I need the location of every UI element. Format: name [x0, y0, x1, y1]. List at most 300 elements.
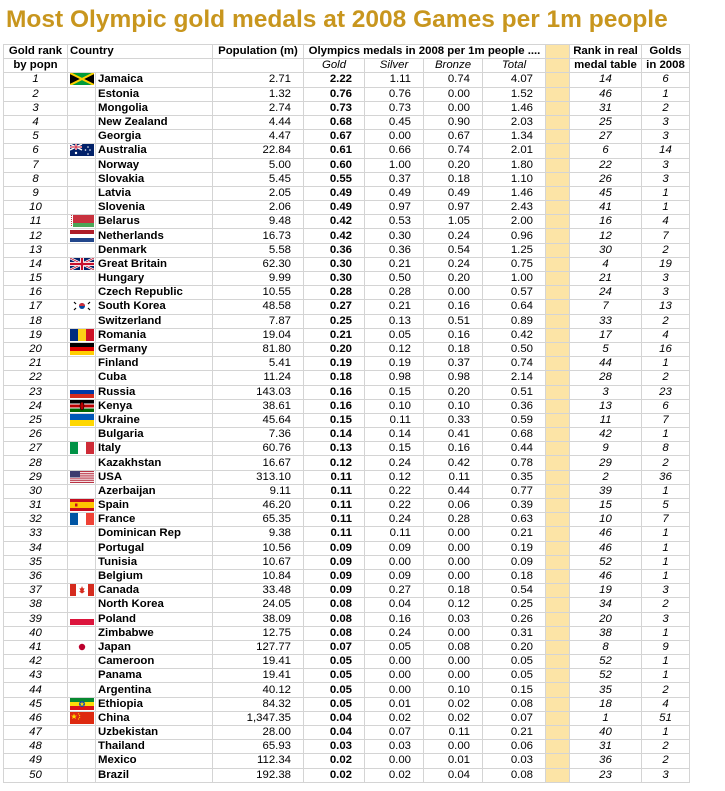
flag-cell — [68, 541, 96, 555]
spacer-cell — [546, 569, 570, 583]
total-per-million-cell: 0.68 — [483, 428, 546, 442]
golds-cell: 5 — [642, 499, 690, 513]
rank-cell: 7 — [4, 158, 68, 172]
golds-cell: 14 — [642, 144, 690, 158]
bronze-per-million-cell: 0.02 — [424, 697, 483, 711]
real-rank-cell: 12 — [570, 229, 642, 243]
table-row — [4, 243, 690, 257]
population-cell: 24.05 — [213, 598, 304, 612]
golds-cell: 23 — [642, 385, 690, 399]
real-rank-cell: 34 — [570, 598, 642, 612]
silver-per-million-cell: 0.37 — [365, 172, 424, 186]
real-rank-cell: 16 — [570, 215, 642, 229]
golds-cell: 36 — [642, 470, 690, 484]
gold-per-million-cell: 0.12 — [304, 456, 365, 470]
population-cell: 2.71 — [213, 73, 304, 87]
golds-cell: 2 — [642, 371, 690, 385]
bronze-per-million-cell: 0.20 — [424, 158, 483, 172]
real-rank-cell: 19 — [570, 584, 642, 598]
real-rank-cell: 22 — [570, 158, 642, 172]
real-rank-cell: 6 — [570, 144, 642, 158]
country-cell: Czech Republic — [96, 286, 213, 300]
bronze-per-million-cell: 0.51 — [424, 314, 483, 328]
rank-cell: 40 — [4, 626, 68, 640]
population-cell: 65.93 — [213, 740, 304, 754]
golds-cell: 1 — [642, 186, 690, 200]
gold-per-million-cell: 0.30 — [304, 257, 365, 271]
total-per-million-cell: 0.20 — [483, 640, 546, 654]
table-row — [4, 470, 690, 484]
rank-cell: 24 — [4, 399, 68, 413]
bronze-per-million-cell: 0.00 — [424, 669, 483, 683]
golds-cell: 3 — [642, 768, 690, 782]
belarus-flag-icon — [70, 215, 94, 227]
flag-cell — [68, 385, 96, 399]
spacer-cell — [546, 598, 570, 612]
silver-per-million-cell: 0.02 — [365, 711, 424, 725]
golds-cell: 1 — [642, 484, 690, 498]
country-cell: Jamaica — [96, 73, 213, 87]
spacer-cell — [546, 144, 570, 158]
flag-cell — [68, 754, 96, 768]
silver-per-million-cell: 0.66 — [365, 144, 424, 158]
rank-cell: 44 — [4, 683, 68, 697]
table-row — [4, 385, 690, 399]
gold-per-million-cell: 0.07 — [304, 640, 365, 654]
silver-per-million-cell: 0.15 — [365, 442, 424, 456]
population-cell: 65.35 — [213, 513, 304, 527]
golds-cell: 3 — [642, 115, 690, 129]
bronze-per-million-cell: 0.24 — [424, 257, 483, 271]
golds-cell: 3 — [642, 130, 690, 144]
spacer-cell — [546, 697, 570, 711]
header-row-1 — [4, 45, 690, 59]
table-row — [4, 215, 690, 229]
real-rank-cell: 9 — [570, 442, 642, 456]
flag-cell — [68, 172, 96, 186]
golds-cell: 51 — [642, 711, 690, 725]
bronze-per-million-cell: 0.12 — [424, 598, 483, 612]
header-golds: Golds — [642, 45, 690, 59]
country-cell: Cuba — [96, 371, 213, 385]
flag-cell — [68, 598, 96, 612]
flag-cell — [68, 314, 96, 328]
rank-cell: 3 — [4, 101, 68, 115]
total-per-million-cell: 0.39 — [483, 499, 546, 513]
country-cell: Japan — [96, 640, 213, 654]
total-per-million-cell: 1.10 — [483, 172, 546, 186]
golds-cell: 2 — [642, 740, 690, 754]
country-cell: Zimbabwe — [96, 626, 213, 640]
bronze-per-million-cell: 0.00 — [424, 555, 483, 569]
rank-cell: 19 — [4, 328, 68, 342]
flag-cell — [68, 201, 96, 215]
golds-cell: 1 — [642, 357, 690, 371]
bronze-per-million-cell: 0.03 — [424, 612, 483, 626]
total-per-million-cell: 1.52 — [483, 87, 546, 101]
country-cell: Romania — [96, 328, 213, 342]
gold-per-million-cell: 0.42 — [304, 229, 365, 243]
population-cell: 60.76 — [213, 442, 304, 456]
rank-cell: 41 — [4, 640, 68, 654]
table-row — [4, 172, 690, 186]
japan-flag-icon — [70, 641, 94, 653]
silver-per-million-cell: 0.24 — [365, 626, 424, 640]
country-cell: North Korea — [96, 598, 213, 612]
silver-per-million-cell: 0.53 — [365, 215, 424, 229]
spacer-cell — [546, 541, 570, 555]
silver-per-million-cell: 0.21 — [365, 257, 424, 271]
flag-cell — [68, 399, 96, 413]
golds-cell: 3 — [642, 286, 690, 300]
total-per-million-cell: 2.14 — [483, 371, 546, 385]
table-row — [4, 413, 690, 427]
golds-cell: 1 — [642, 555, 690, 569]
gold-per-million-cell: 0.02 — [304, 754, 365, 768]
silver-per-million-cell: 0.45 — [365, 115, 424, 129]
real-rank-cell: 33 — [570, 314, 642, 328]
rank-cell: 11 — [4, 215, 68, 229]
population-cell: 7.36 — [213, 428, 304, 442]
country-cell: Netherlands — [96, 229, 213, 243]
gold-per-million-cell: 0.11 — [304, 484, 365, 498]
golds-cell: 3 — [642, 612, 690, 626]
header-real-rank: Rank in real — [570, 45, 642, 59]
korea-flag-icon — [70, 300, 94, 312]
rank-cell: 33 — [4, 527, 68, 541]
golds-cell: 13 — [642, 300, 690, 314]
spacer-cell — [546, 215, 570, 229]
spacer-cell — [546, 158, 570, 172]
population-cell: 4.47 — [213, 130, 304, 144]
gold-per-million-cell: 0.08 — [304, 612, 365, 626]
uk-flag-icon — [70, 258, 94, 270]
bronze-per-million-cell: 0.20 — [424, 385, 483, 399]
header-golds-sub: in 2008 — [642, 59, 690, 73]
bronze-per-million-cell: 0.24 — [424, 229, 483, 243]
spacer-cell — [546, 229, 570, 243]
population-cell: 19.41 — [213, 655, 304, 669]
bronze-per-million-cell: 0.28 — [424, 513, 483, 527]
country-cell: Slovenia — [96, 201, 213, 215]
spacer-cell — [546, 314, 570, 328]
silver-per-million-cell: 0.03 — [365, 740, 424, 754]
silver-per-million-cell: 0.28 — [365, 286, 424, 300]
rank-cell: 4 — [4, 115, 68, 129]
header-silver: Silver — [365, 59, 424, 73]
real-rank-cell: 36 — [570, 754, 642, 768]
country-cell: Mexico — [96, 754, 213, 768]
rank-cell: 13 — [4, 243, 68, 257]
silver-per-million-cell: 0.24 — [365, 456, 424, 470]
spacer-cell — [546, 527, 570, 541]
real-rank-cell: 31 — [570, 101, 642, 115]
gold-per-million-cell: 0.49 — [304, 186, 365, 200]
total-per-million-cell: 0.21 — [483, 527, 546, 541]
gold-per-million-cell: 0.61 — [304, 144, 365, 158]
germany-flag-icon — [70, 343, 94, 355]
silver-per-million-cell: 0.50 — [365, 272, 424, 286]
silver-per-million-cell: 0.22 — [365, 499, 424, 513]
flag-cell — [68, 513, 96, 527]
country-cell: Russia — [96, 385, 213, 399]
real-rank-cell: 41 — [570, 201, 642, 215]
real-rank-cell: 39 — [570, 484, 642, 498]
gold-per-million-cell: 0.03 — [304, 740, 365, 754]
real-rank-cell: 44 — [570, 357, 642, 371]
bronze-per-million-cell: 0.00 — [424, 569, 483, 583]
spacer-cell — [546, 272, 570, 286]
silver-per-million-cell: 0.73 — [365, 101, 424, 115]
country-cell: Thailand — [96, 740, 213, 754]
total-per-million-cell: 1.46 — [483, 101, 546, 115]
population-cell: 9.38 — [213, 527, 304, 541]
real-rank-cell: 18 — [570, 697, 642, 711]
real-rank-cell: 17 — [570, 328, 642, 342]
table-row — [4, 683, 690, 697]
silver-per-million-cell: 0.09 — [365, 541, 424, 555]
rank-cell: 26 — [4, 428, 68, 442]
rank-cell: 22 — [4, 371, 68, 385]
flag-cell — [68, 243, 96, 257]
total-per-million-cell: 2.03 — [483, 115, 546, 129]
rank-cell: 27 — [4, 442, 68, 456]
golds-cell: 1 — [642, 527, 690, 541]
spacer-cell — [546, 740, 570, 754]
total-per-million-cell: 2.01 — [483, 144, 546, 158]
spacer-cell — [546, 87, 570, 101]
population-cell: 19.04 — [213, 328, 304, 342]
total-per-million-cell: 0.89 — [483, 314, 546, 328]
golds-cell: 2 — [642, 314, 690, 328]
population-cell: 10.67 — [213, 555, 304, 569]
spacer-cell — [546, 754, 570, 768]
country-cell: Latvia — [96, 186, 213, 200]
table-row — [4, 669, 690, 683]
total-per-million-cell: 1.80 — [483, 158, 546, 172]
silver-per-million-cell: 0.05 — [365, 328, 424, 342]
flag-cell — [68, 569, 96, 583]
header-rank-sub: by popn — [4, 59, 68, 73]
rank-cell: 10 — [4, 201, 68, 215]
bronze-per-million-cell: 0.00 — [424, 541, 483, 555]
medals-table — [3, 44, 690, 783]
bronze-per-million-cell: 0.97 — [424, 201, 483, 215]
country-cell: Canada — [96, 584, 213, 598]
flag-cell — [68, 768, 96, 782]
rank-cell: 47 — [4, 726, 68, 740]
silver-per-million-cell: 1.00 — [365, 158, 424, 172]
silver-per-million-cell: 0.09 — [365, 569, 424, 583]
population-cell: 2.74 — [213, 101, 304, 115]
real-rank-cell: 23 — [570, 768, 642, 782]
real-rank-cell: 35 — [570, 683, 642, 697]
country-cell: Tunisia — [96, 555, 213, 569]
country-cell: Spain — [96, 499, 213, 513]
bronze-per-million-cell: 0.11 — [424, 726, 483, 740]
golds-cell: 2 — [642, 243, 690, 257]
real-rank-cell: 8 — [570, 640, 642, 654]
spacer-cell — [546, 371, 570, 385]
bronze-per-million-cell: 0.08 — [424, 640, 483, 654]
flag-cell — [68, 726, 96, 740]
real-rank-cell: 28 — [570, 371, 642, 385]
country-cell: Kazakhstan — [96, 456, 213, 470]
total-per-million-cell: 2.00 — [483, 215, 546, 229]
country-cell: Poland — [96, 612, 213, 626]
total-per-million-cell: 0.64 — [483, 300, 546, 314]
bronze-per-million-cell: 0.74 — [424, 144, 483, 158]
population-cell: 10.56 — [213, 541, 304, 555]
total-per-million-cell: 0.57 — [483, 286, 546, 300]
bronze-per-million-cell: 0.18 — [424, 584, 483, 598]
real-rank-cell: 46 — [570, 569, 642, 583]
flag-cell — [68, 300, 96, 314]
bronze-per-million-cell: 0.00 — [424, 740, 483, 754]
bronze-per-million-cell: 0.00 — [424, 527, 483, 541]
gold-per-million-cell: 0.36 — [304, 243, 365, 257]
real-rank-cell: 10 — [570, 513, 642, 527]
total-per-million-cell: 1.25 — [483, 243, 546, 257]
flag-cell — [68, 73, 96, 87]
silver-per-million-cell: 0.00 — [365, 669, 424, 683]
flag-cell — [68, 144, 96, 158]
flag-cell — [68, 229, 96, 243]
country-cell: Germany — [96, 342, 213, 356]
table-row — [4, 640, 690, 654]
rank-cell: 23 — [4, 385, 68, 399]
gold-per-million-cell: 0.09 — [304, 584, 365, 598]
country-cell: Dominican Rep — [96, 527, 213, 541]
silver-per-million-cell: 0.00 — [365, 655, 424, 669]
real-rank-cell: 1 — [570, 711, 642, 725]
table-row — [4, 73, 690, 87]
rank-cell: 25 — [4, 413, 68, 427]
table-row — [4, 328, 690, 342]
country-cell: Australia — [96, 144, 213, 158]
flag-cell — [68, 499, 96, 513]
spacer-cell — [546, 513, 570, 527]
real-rank-cell: 20 — [570, 612, 642, 626]
rank-cell: 17 — [4, 300, 68, 314]
gold-per-million-cell: 0.04 — [304, 711, 365, 725]
flag-cell — [68, 371, 96, 385]
golds-cell: 4 — [642, 697, 690, 711]
gold-per-million-cell: 0.28 — [304, 286, 365, 300]
bronze-per-million-cell: 0.16 — [424, 328, 483, 342]
rank-cell: 8 — [4, 172, 68, 186]
country-cell: Panama — [96, 669, 213, 683]
bronze-per-million-cell: 0.10 — [424, 399, 483, 413]
header-row-2 — [4, 59, 690, 73]
header-real-rank-sub: medal table — [570, 59, 642, 73]
population-cell: 19.41 — [213, 669, 304, 683]
total-per-million-cell: 0.15 — [483, 683, 546, 697]
golds-cell: 1 — [642, 669, 690, 683]
population-cell: 11.24 — [213, 371, 304, 385]
spacer-cell — [546, 357, 570, 371]
total-per-million-cell: 0.08 — [483, 768, 546, 782]
country-cell: Estonia — [96, 87, 213, 101]
silver-per-million-cell: 0.00 — [365, 555, 424, 569]
bronze-per-million-cell: 0.16 — [424, 300, 483, 314]
silver-per-million-cell: 0.00 — [365, 130, 424, 144]
population-cell: 5.58 — [213, 243, 304, 257]
table-row — [4, 144, 690, 158]
population-cell: 1,347.35 — [213, 711, 304, 725]
country-cell: Argentina — [96, 683, 213, 697]
flag-cell — [68, 413, 96, 427]
golds-cell: 2 — [642, 683, 690, 697]
rank-cell: 9 — [4, 186, 68, 200]
real-rank-cell: 27 — [570, 130, 642, 144]
rank-cell: 18 — [4, 314, 68, 328]
table-body — [4, 73, 690, 782]
gold-per-million-cell: 0.67 — [304, 130, 365, 144]
silver-per-million-cell: 0.00 — [365, 754, 424, 768]
real-rank-cell: 31 — [570, 740, 642, 754]
table-row — [4, 286, 690, 300]
bronze-per-million-cell: 0.00 — [424, 87, 483, 101]
spacer-cell — [546, 286, 570, 300]
total-per-million-cell: 0.07 — [483, 711, 546, 725]
table-row — [4, 158, 690, 172]
golds-cell: 16 — [642, 342, 690, 356]
rank-cell: 36 — [4, 569, 68, 583]
spacer-cell — [546, 130, 570, 144]
flag-cell — [68, 215, 96, 229]
golds-cell: 9 — [642, 640, 690, 654]
silver-per-million-cell: 0.14 — [365, 428, 424, 442]
total-per-million-cell: 4.07 — [483, 73, 546, 87]
table-row — [4, 584, 690, 598]
total-per-million-cell: 0.78 — [483, 456, 546, 470]
header-gold: Gold — [304, 59, 365, 73]
golds-cell: 1 — [642, 726, 690, 740]
population-cell: 38.61 — [213, 399, 304, 413]
romania-flag-icon — [70, 329, 94, 341]
gold-per-million-cell: 0.02 — [304, 768, 365, 782]
golds-cell: 4 — [642, 215, 690, 229]
flag-cell — [68, 626, 96, 640]
bronze-per-million-cell: 0.37 — [424, 357, 483, 371]
gold-per-million-cell: 0.68 — [304, 115, 365, 129]
real-rank-cell: 46 — [570, 87, 642, 101]
ukraine-flag-icon — [70, 414, 94, 426]
spacer-cell — [546, 726, 570, 740]
bronze-per-million-cell: 0.00 — [424, 286, 483, 300]
table-row — [4, 740, 690, 754]
spacer-cell — [546, 640, 570, 654]
population-cell: 192.38 — [213, 768, 304, 782]
total-per-million-cell: 0.06 — [483, 740, 546, 754]
header-country: Country — [68, 45, 213, 59]
silver-per-million-cell: 0.24 — [365, 513, 424, 527]
total-per-million-cell: 0.31 — [483, 626, 546, 640]
table-row — [4, 484, 690, 498]
flag-cell — [68, 158, 96, 172]
gold-per-million-cell: 0.30 — [304, 272, 365, 286]
flag-cell — [68, 683, 96, 697]
population-cell: 16.73 — [213, 229, 304, 243]
gold-per-million-cell: 0.13 — [304, 442, 365, 456]
real-rank-cell: 30 — [570, 243, 642, 257]
spacer-cell — [546, 115, 570, 129]
golds-cell: 1 — [642, 428, 690, 442]
spacer-cell — [546, 300, 570, 314]
population-cell: 81.80 — [213, 342, 304, 356]
population-cell: 33.48 — [213, 584, 304, 598]
